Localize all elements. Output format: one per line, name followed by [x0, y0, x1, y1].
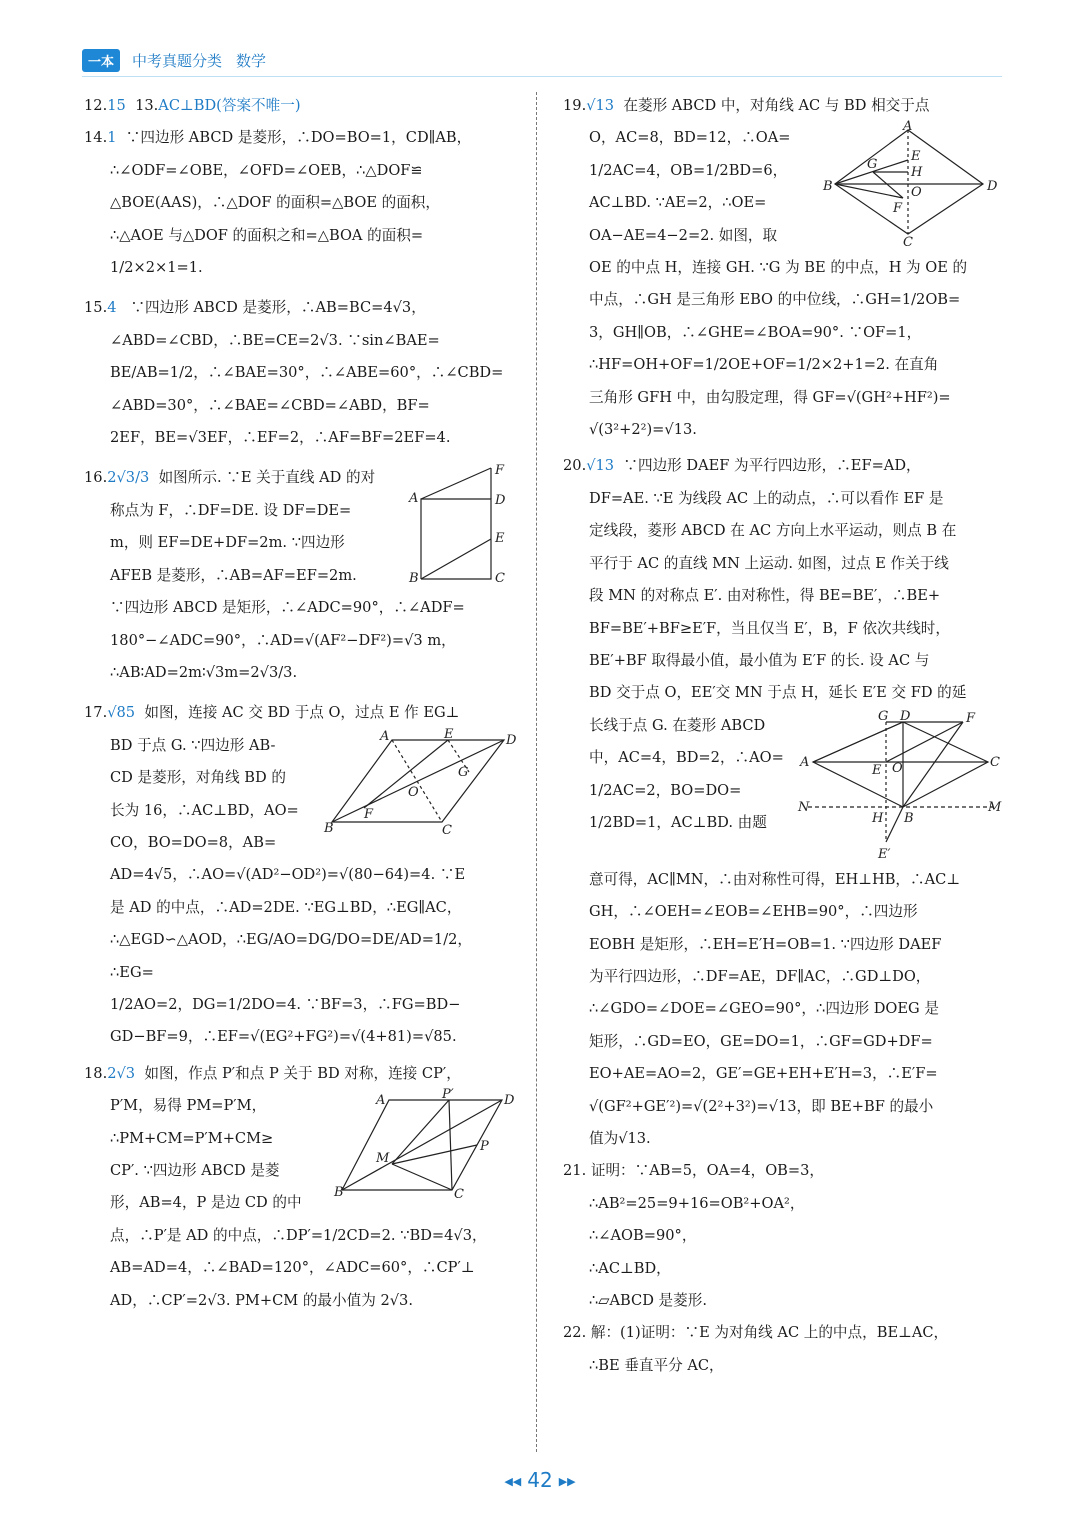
q20-label-D: D: [900, 708, 911, 724]
q19-label-H: H: [911, 165, 923, 181]
q17-label-C: C: [442, 822, 452, 838]
q18-label-A: A: [376, 1093, 386, 1109]
q20-label-G: G: [878, 708, 889, 724]
q20-label-O: O: [892, 760, 903, 776]
q20-label-N: N: [798, 799, 810, 815]
q21: 21. 证明：∵AB=5，OA=4，OB=3， ∴AB²=25=9+16=OB²+OA²， ∴∠AOB=90°， ∴AC⊥BD， ∴▱ABCD 是菱形.: [563, 1162, 825, 1309]
q18-label-D: D: [504, 1093, 515, 1109]
header-rule: [82, 76, 1002, 77]
q16-label-D: D: [495, 493, 506, 509]
q19-label-G: G: [867, 157, 878, 173]
q20-label-H: H: [872, 810, 884, 826]
q22: 22. 解：(1)证明：∵E 为对角线 AC 上的中点，BE⊥AC， ∴BE 垂直平分 AC，: [563, 1324, 949, 1374]
q17-label-B: B: [324, 820, 334, 836]
q18-label-P: P: [480, 1139, 489, 1155]
q16-figure: [409, 463, 514, 587]
prev-arrow-icon: ◀◀: [504, 1475, 522, 1488]
q20-label-E: E: [872, 762, 882, 778]
q19: 19.√13 在菱形 ABCD 中，对角线 AC 与 BD 相交于点 A G E H B O D F C O，AC=8，BD=12，∴OA= 1/2AC=4，OB=1/2BD=6， AC⊥BD. ∵AE=2，∴OE= OA−AE=4−2=2. 如图，取 OE 的中点 H，连接 GH. ∵G 为 BE 的中点，H 为 OE 的 中点，∴GH 是三角形 EBO 的中位线，∴GH=1/2OB= 3，GH∥OB，∴∠GHE=∠BOA=90°. ∵OF=1， ∴HF=OH+OF=1/2OE+OF=1/2×2+1=2. 在直角 三角形 GFH 中，由勾股定理，得 GF=√(GH²+HF²)= √(3²+2²)=√13.: [563, 90, 1003, 446]
q19-label-C: C: [903, 235, 913, 251]
q20-label-A: A: [800, 754, 810, 770]
q16-label-C: C: [495, 571, 505, 587]
q16-label-E: E: [495, 531, 505, 547]
q18-figure: [334, 1087, 515, 1203]
q19-label-A: A: [903, 119, 913, 135]
q15: 15.4 ∵四边形 ABCD 是菱形，∴AB=BC=4√3， ∠ABD=∠CBD，∴BE=CE=2√3. ∵sin∠BAE= BE/AB=1/2，∴∠BAE=30°，∴∠ABE=60°，∴∠CBD= ∠ABD=30°，∴∠BAE=∠CBD=∠ABD，BF= 2EF，BE=√3EF，∴EF=2，∴AF=BF=2EF=4.: [84, 299, 504, 447]
q18-label-M: M: [376, 1151, 390, 1167]
q19-label-E: E: [911, 149, 921, 165]
q16-label-F: F: [495, 463, 505, 479]
subject-title: 数学: [236, 51, 267, 70]
q17-label-F: F: [364, 806, 374, 822]
q16-label-A: A: [409, 491, 419, 507]
q19-label-F: F: [893, 201, 903, 217]
q20: 20.√13 ∵四边形 DAEF 为平行四边形，∴EF=AD， DF=AE. ∵E 为线段 AC 上的动点，∴可以看作 EF 是 定线段，菱形 ABCD 在 AC 方向上水平运动，则点 B 在 平行于 AC 的直线 MN 上运动. 如图，过点 E 作关于线 段 MN 的对称点 E′. 由对称性，得 BE=BE′，∴BE+ BF=BE′+BF≥E′F，当且仅当 E′，B，F 依次共线时， BE′+BF 取得最小值，最小值为 E′F 的长. 设 AC 与 BD 交于点 O，EE′交 MN 于点 H，延长 E′E 交 FD 的延 G D F A E O C N H B M E′ 长线于点 G. 在菱形 ABCD 中，AC=4，BD=2，∴AO= 1/2AC=2，BO=DO= 1/2BD=1，AC⊥BD. 由题 意可得，AC∥MN，∴由对称性可得，EH⊥HB，∴AC⊥ GH，∴∠OEH=∠EOB=∠EHB=90°，∴四边形 EOBH 是矩形，∴EH=E′H=OB=1. ∵四边形 DAEF 为平行四边形，∴DF=AE，DF∥AC，∴GD⊥DO， ∴∠GDO=∠DOE=∠GEO=90°，∴四边形 DOEG 是 矩形，∴GD=EO，GE=DO=1，∴GF=GD+DF= EO+AE=AO=2，GE′=GE+EH+E′H=3，∴E′F= √(GF²+GE′²)=√(2²+3²)=√13，即 BE+BF 的最小 值为√13.: [563, 457, 1002, 1147]
q20-label-F: F: [966, 710, 976, 726]
q18-label-P-prime: P′: [442, 1087, 454, 1103]
q20-figure: [798, 708, 1003, 862]
q17-label-O: O: [408, 784, 419, 800]
q19-figure: [823, 119, 1003, 251]
q19-label-B: B: [823, 179, 833, 195]
q16-label-B: B: [409, 571, 419, 587]
q19-label-O: O: [911, 185, 922, 201]
q14: 14.1 ∵四边形 ABCD 是菱形，∴DO=BO=1，CD∥AB， ∴∠ODF=∠OBE，∠OFD=∠OEB，∴△DOF≌ △BOE(AAS)，∴△DOF 的面积=△BOE 的面积， ∴△AOE 与△DOF 的面积之和=△BOA 的面积= 1/2×2×1=1.: [84, 129, 472, 277]
q20-label-E-prime: E′: [878, 846, 891, 862]
q18: 18.2√3 如图，作点 P′和点 P 关于 BD 对称，连接 CP′， A P′ D P M B C P′M，易得 PM=P′M， ∴PM+CM=P′M+CM≥ CP′. ∵四边形 ABCD 是菱 形，AB=4，P 是边 CD 的中 点，∴P′是 AD 的中点，∴DP′=1/2CD=2. ∵BD=4√3， AB=AD=4，∴∠BAD=120°，∠ADC=60°，∴CP′⊥ AD，∴CP′=2√3. PM+CM 的最小值为 2√3.: [84, 1064, 515, 1309]
book-title: 中考真题分类: [132, 51, 223, 70]
q18-label-C: C: [454, 1187, 464, 1203]
q17: 17.√85 如图，连接 AC 交 BD 于点 O，过点 E 作 EG⊥ A E D G O F B C BD 于点 G. ∵四边形 AB- CD 是菱形，对角线 BD 的 长为 16，∴AC⊥BD，AO= CO，BO=DO=8，AB= AD=4√5，∴AO=√(AD²−OD²)=√(80−64)=4. ∵E 是 AD 的中点，∴AD=2DE. ∵EG⊥BD，∴EG∥AC， ∴△EGD∽△AOD，∴EG/AO=DG/DO=DE/AD=1/2，∴EG= 1/2AO=2，DG=1/2DO=4. ∵BF=3，∴FG=BD− GD−BF=9，∴EF=√(EG²+FG²)=√(4+81)=√85.: [84, 704, 517, 1046]
q20-label-C: C: [990, 754, 1000, 770]
q18-label-B: B: [334, 1185, 344, 1201]
left-column: [84, 90, 517, 1317]
q17-figure: [324, 726, 517, 838]
brand-badge: 一本: [82, 49, 120, 72]
q17-label-A: A: [380, 728, 390, 744]
q16: F A D E B C 16.2√3/3 如图所示. ∵E 关于直线 AD 的对 称点为 F，∴DF=DE. 设 DF=DE= m，则 EF=DE+DF=2m. ∵四边形 AFEB 是菱形，∴AB=AF=EF=2m. ∵四边形 ABCD 是矩形，∴∠ADC=90°，∴∠ADF= 180°−∠ADC=90°，∴AD=√(AF²−DF²)=√3 m， ∴AB∶AD=2m∶√3m=2√3/3.: [84, 462, 514, 689]
page-number: ◀◀ 42 ▶▶: [504, 1468, 576, 1492]
q19-label-D: D: [987, 179, 998, 195]
right-column: [563, 90, 1003, 1382]
page-header: [82, 48, 266, 72]
q17-label-D: D: [506, 732, 517, 748]
next-arrow-icon: ▶▶: [558, 1475, 576, 1488]
q17-label-G: G: [458, 764, 469, 780]
q17-label-E: E: [444, 726, 454, 742]
column-divider: [536, 92, 537, 1452]
q12-13: 12.15 13.AC⊥BD(答案不唯一): [84, 97, 301, 114]
q20-label-B: B: [904, 810, 914, 826]
q20-label-M: M: [988, 799, 1002, 815]
